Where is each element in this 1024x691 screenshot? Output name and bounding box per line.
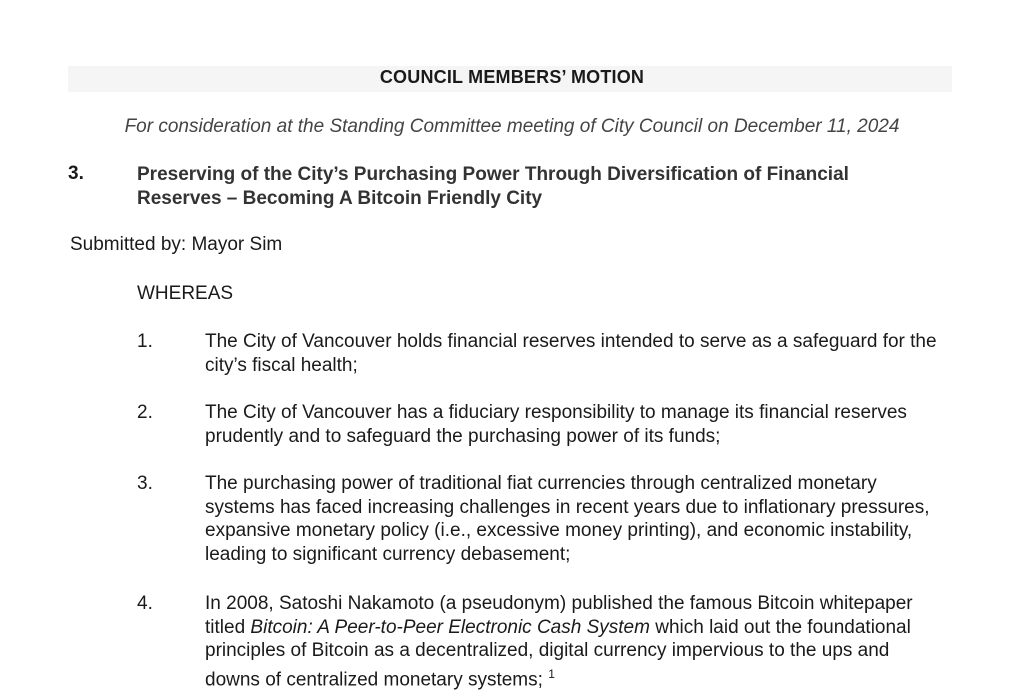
clause-number: 1. bbox=[137, 331, 153, 352]
clause-text bbox=[205, 592, 945, 691]
footnote-marker[interactable]: 1 bbox=[548, 666, 555, 681]
clause-number: 2. bbox=[137, 402, 153, 423]
item-number: 3. bbox=[68, 163, 84, 184]
submitted-by: Submitted by: Mayor Sim bbox=[70, 234, 283, 255]
clause-text-part: which laid out the foundational principles of Bitcoin as a decentralized, digital currency impervious to the ups and downs of centralized monetary systems; bbox=[205, 616, 911, 690]
clause-text: The purchasing power of traditional fiat currencies through centralized monetary systems has faced increasing challenges in recent years due to inflationary pressures, expansive monetary policy (i.e., excessive money printing), and economic instability, leading to significant currency debasement; bbox=[205, 473, 930, 565]
clause-text: The City of Vancouver has a fiduciary responsibility to manage its financial reserves prudently and to safeguard the purchasing power of its funds; bbox=[205, 402, 907, 447]
document-title: COUNCIL MEMBERS’ MOTION bbox=[379, 67, 645, 87]
whereas-heading: WHEREAS bbox=[137, 283, 234, 304]
clause-text-part: In 2008, Satoshi Nakamoto (a pseudonym) published the famous Bitcoin whitepaper titled bbox=[205, 593, 913, 638]
item-heading: Preserving of the City’s Purchasing Power Through Diversification of Financial Reserves – Becoming A Bitcoin Friendly City bbox=[137, 164, 849, 209]
document-subtitle: For consideration at the Standing Committee meeting of City Council on December 11, 2024 bbox=[124, 116, 900, 137]
clause-text: The City of Vancouver holds financial reserves intended to serve as a safeguard for the city’s fiscal health; bbox=[205, 331, 937, 376]
clause-number: 4. bbox=[137, 593, 153, 614]
clause-number: 3. bbox=[137, 473, 153, 494]
whitepaper-title: Bitcoin: A Peer-to-Peer Electronic Cash System bbox=[250, 616, 650, 638]
